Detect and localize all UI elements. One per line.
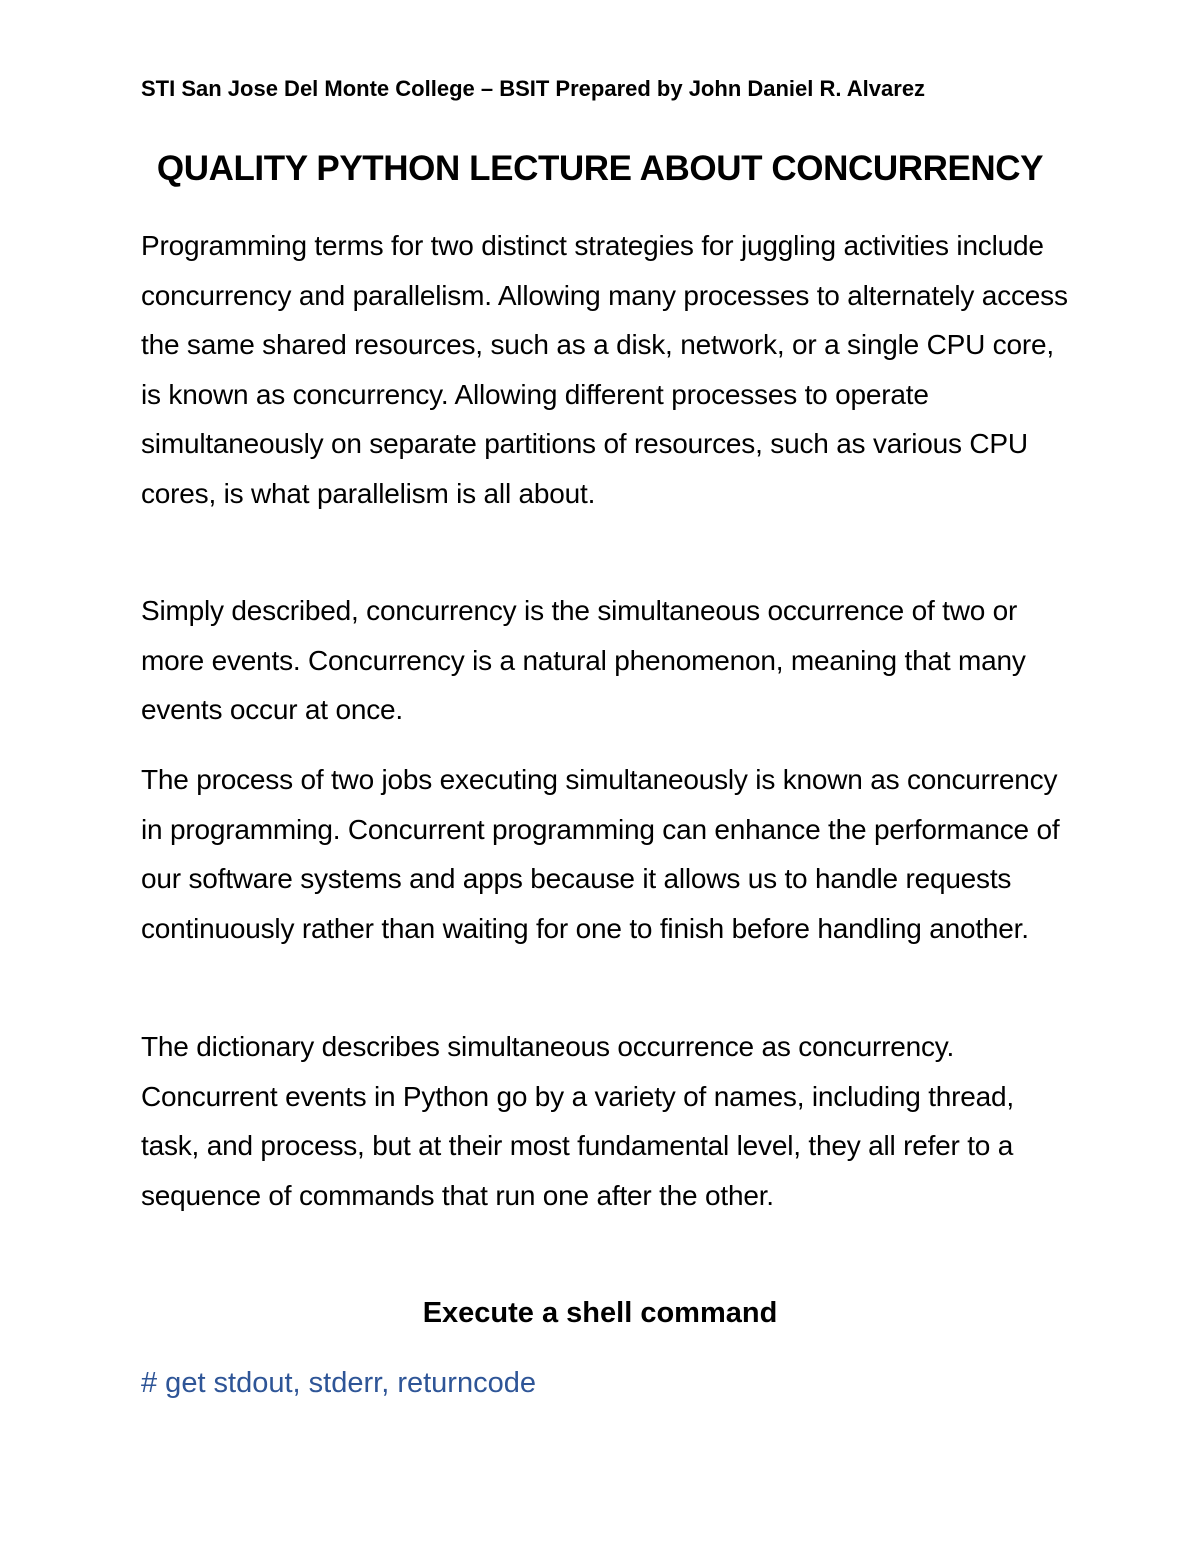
paragraph-1: Programming terms for two distinct strategies for juggling activities include concurrency and parallelism. Allowing many processes to alternately access the same shared resources, such as a disk, network, or a single CPU core, is known as concurrency. Allowing different processes to operate simultaneously on separate partitions of resources, such as various CPU cores, is what parallelism is all about.	[141, 230, 1068, 509]
section-subheading: Execute a shell command	[422, 1297, 778, 1329]
paragraph-4: The dictionary describes simultaneous occurrence as concurrency. Concurrent events in Python go by a variety of names, including thread, task, and process, but at their most fundamental level, they all refer to a sequence of commands that run one after the other.	[141, 1031, 1014, 1211]
code-comment: # get stdout, stderr, returncode	[141, 1367, 536, 1399]
page-header: STI San Jose Del Monte College – BSIT Prepared by John Daniel R. Alvarez	[141, 76, 926, 101]
paragraph-3: The process of two jobs executing simultaneously is known as concurrency in programming. Concurrent programming can enhance the performance of our software systems and apps because it allows us to handle requests continuously rather than waiting for one to finish before handling another.	[141, 764, 1060, 944]
document-title: QUALITY PYTHON LECTURE ABOUT CONCURRENCY	[156, 149, 1044, 188]
paragraph-2: Simply described, concurrency is the simultaneous occurrence of two or more events. Concurrency is a natural phenomenon, meaning that many events occur at once.	[141, 595, 1026, 725]
